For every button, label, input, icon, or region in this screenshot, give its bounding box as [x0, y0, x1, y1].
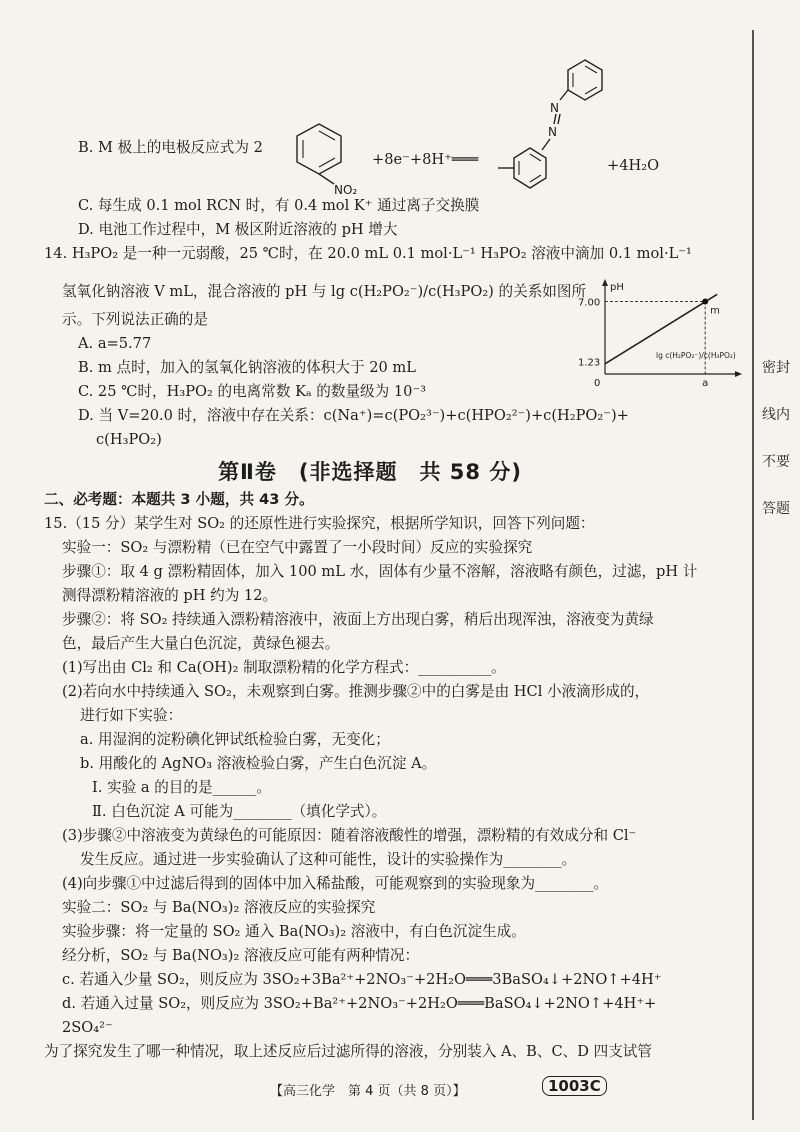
section-title: 二、必考题：本题共 3 小题，共 43 分。 — [44, 491, 314, 508]
q14-option-a: A. a=5.77 — [78, 335, 152, 352]
paper-code: 1003C — [542, 1076, 607, 1096]
q15-line-02: 实验一：SO₂ 与漂粉精（已在空气中露置了一小段时间）反应的实验探究 — [62, 539, 533, 556]
point-m-label: m — [710, 305, 720, 317]
q13-option-d: D. 电池工作过程中，M 极区附近溶液的 pH 增大 — [78, 221, 398, 238]
q13-option-b-suffix: +4H₂O — [607, 157, 660, 174]
q14-option-c: C. 25 ℃时，H₃PO₂ 的电离常数 Kₐ 的数量级为 10⁻³ — [78, 383, 427, 400]
q14-option-d-line2: c(H₃PO₂) — [96, 431, 162, 448]
q15-line-18: 实验步骤：将一定量的 SO₂ 通入 Ba(NO₃)₂ 溶液中，有白色沉淀生成。 — [62, 923, 526, 940]
point-m — [702, 299, 708, 305]
q15-line-22: 2SO₄²⁻ — [62, 1019, 113, 1036]
q14-stem-line2: 氢氧化钠溶液 V mL，混合溶液的 pH 与 lg c(H₂PO₂⁻)/c(H₃PO₂) 的关系如图所 — [62, 283, 587, 300]
q15-line-19: 经分析，SO₂ 与 Ba(NO₃)₂ 溶液反应可能有两种情况： — [62, 947, 420, 964]
q13-option-b-prefix: B. M 极上的电极反应式为 2 — [78, 139, 263, 156]
q15-line-12: Ⅰ. 实验 a 的目的是______。 — [92, 779, 271, 796]
y-axis-label: pH — [610, 282, 624, 293]
q15-line-06: 色，最后产生大量白色沉淀，黄绿色褪去。 — [62, 635, 340, 652]
q14-option-d-line1: D. 当 V=20.0 时，溶液中存在关系：c(Na⁺)=c(PO₂³⁻)+c(HPO₂²⁻)+c(H₂PO₂⁻)+ — [78, 407, 629, 424]
q13-option-b-middle: +8e⁻+8H⁺═══ — [372, 151, 479, 168]
q15-line-05: 步骤②：将 SO₂ 持续通入漂粉精溶液中，液面上方出现白雾，稍后出现浑浊，溶液变为黄绿 — [62, 611, 654, 628]
q14-stem-line3: 示。下列说法正确的是 — [62, 311, 208, 328]
q15-line-03: 步骤①：取 4 g 漂粉精固体，加入 100 mL 水，固体有少量不溶解，溶液略有颜色，过滤，pH 计 — [62, 563, 698, 580]
nitro-group-label: NO₂ — [334, 183, 358, 197]
q15-line-15: 发生反应。通过进一步实验确认了这种可能性，设计的实验操作为________。 — [80, 851, 577, 868]
ph-chart — [570, 278, 750, 390]
azo-n-upper: N — [550, 101, 559, 115]
q15-line-23: 为了探究发生了哪一种情况，取上述反应后过滤所得的溶液，分别装入 A、B、C、D 四支试管 — [44, 1043, 652, 1060]
y-axis-arrow — [602, 279, 608, 286]
q15-line-20: c. 若通入少量 SO₂，则反应为 3SO₂+3Ba²⁺+2NO₃⁻+2H₂O═══3BaSO₄↓+2NO↑+4H⁺ — [62, 971, 662, 988]
seal-notice: 密封线内不要答题 — [762, 360, 790, 517]
x-axis-label: lg c(H₂PO₂⁻)/c(H₃PO₂) — [656, 351, 736, 360]
azobenzene-structure — [480, 44, 620, 204]
q14-option-b: B. m 点时，加入的氢氧化钠溶液的体积大于 20 mL — [78, 359, 416, 376]
nitrobenzene-structure — [290, 118, 360, 198]
binding-margin-line — [752, 30, 754, 1120]
section-heading: 第Ⅱ卷 (非选择题 共 58 分) — [218, 460, 522, 484]
q14-stem-line1: 14. H₃PO₂ 是一种一元弱酸，25 ℃时，在 20.0 mL 0.1 mol·L⁻¹ H₃PO₂ 溶液中滴加 0.1 mol·L⁻¹ — [44, 245, 692, 262]
q13-option-c: C. 每生成 0.1 mol RCN 时，有 0.4 mol K⁺ 通过离子交换膜 — [78, 197, 480, 214]
q15-line-09: 进行如下实验： — [80, 707, 183, 724]
azo-n-lower: N — [548, 125, 557, 139]
q15-line-14: (3)步骤②中溶液变为黄绿色的可能原因：随着溶液酸性的增强，漂粉精的有效成分和 Cl⁻ — [62, 827, 637, 844]
q15-line-08: (2)若向水中持续通入 SO₂，未观察到白雾。推测步骤②中的白雾是由 HCl 小液滴形成的， — [62, 683, 650, 700]
q15-line-13: Ⅱ. 白色沉淀 A 可能为________（填化学式）。 — [92, 803, 387, 820]
q15-line-11: b. 用酸化的 AgNO₃ 溶液检验白雾，产生白色沉淀 A。 — [80, 755, 437, 772]
page-footer: 【高三化学 第 4 页（共 8 页）】 — [270, 1084, 466, 1099]
q15-line-01: 15.（15 分）某学生对 SO₂ 的还原性进行实验探究，根据所学知识，回答下列问题： — [44, 515, 595, 532]
y-tick-label-7.00: 7.00 — [578, 297, 601, 309]
q15-line-07: (1)写出由 Cl₂ 和 Ca(OH)₂ 制取漂粉精的化学方程式：__________。 — [62, 659, 506, 676]
x-axis-arrow — [735, 371, 742, 377]
origin-label: 0 — [594, 378, 601, 389]
x-tick-label-a: a — [702, 378, 709, 389]
q15-line-04: 测得漂粉精溶液的 pH 约为 12。 — [62, 587, 278, 604]
q15-line-17: 实验二：SO₂ 与 Ba(NO₃)₂ 溶液反应的实验探究 — [62, 899, 376, 916]
q15-line-16: (4)向步骤①中过滤后得到的固体中加入稀盐酸，可能观察到的实验现象为________。 — [62, 875, 609, 892]
y-tick-label-1.23: 1.23 — [578, 357, 601, 369]
q15-line-10: a. 用湿润的淀粉碘化钾试纸检验白雾，无变化； — [80, 731, 390, 748]
q15-line-21: d. 若通入过量 SO₂，则反应为 3SO₂+Ba²⁺+2NO₃⁻+2H₂O═══BaSO₄↓+2NO↑+4H⁺+ — [62, 995, 657, 1012]
